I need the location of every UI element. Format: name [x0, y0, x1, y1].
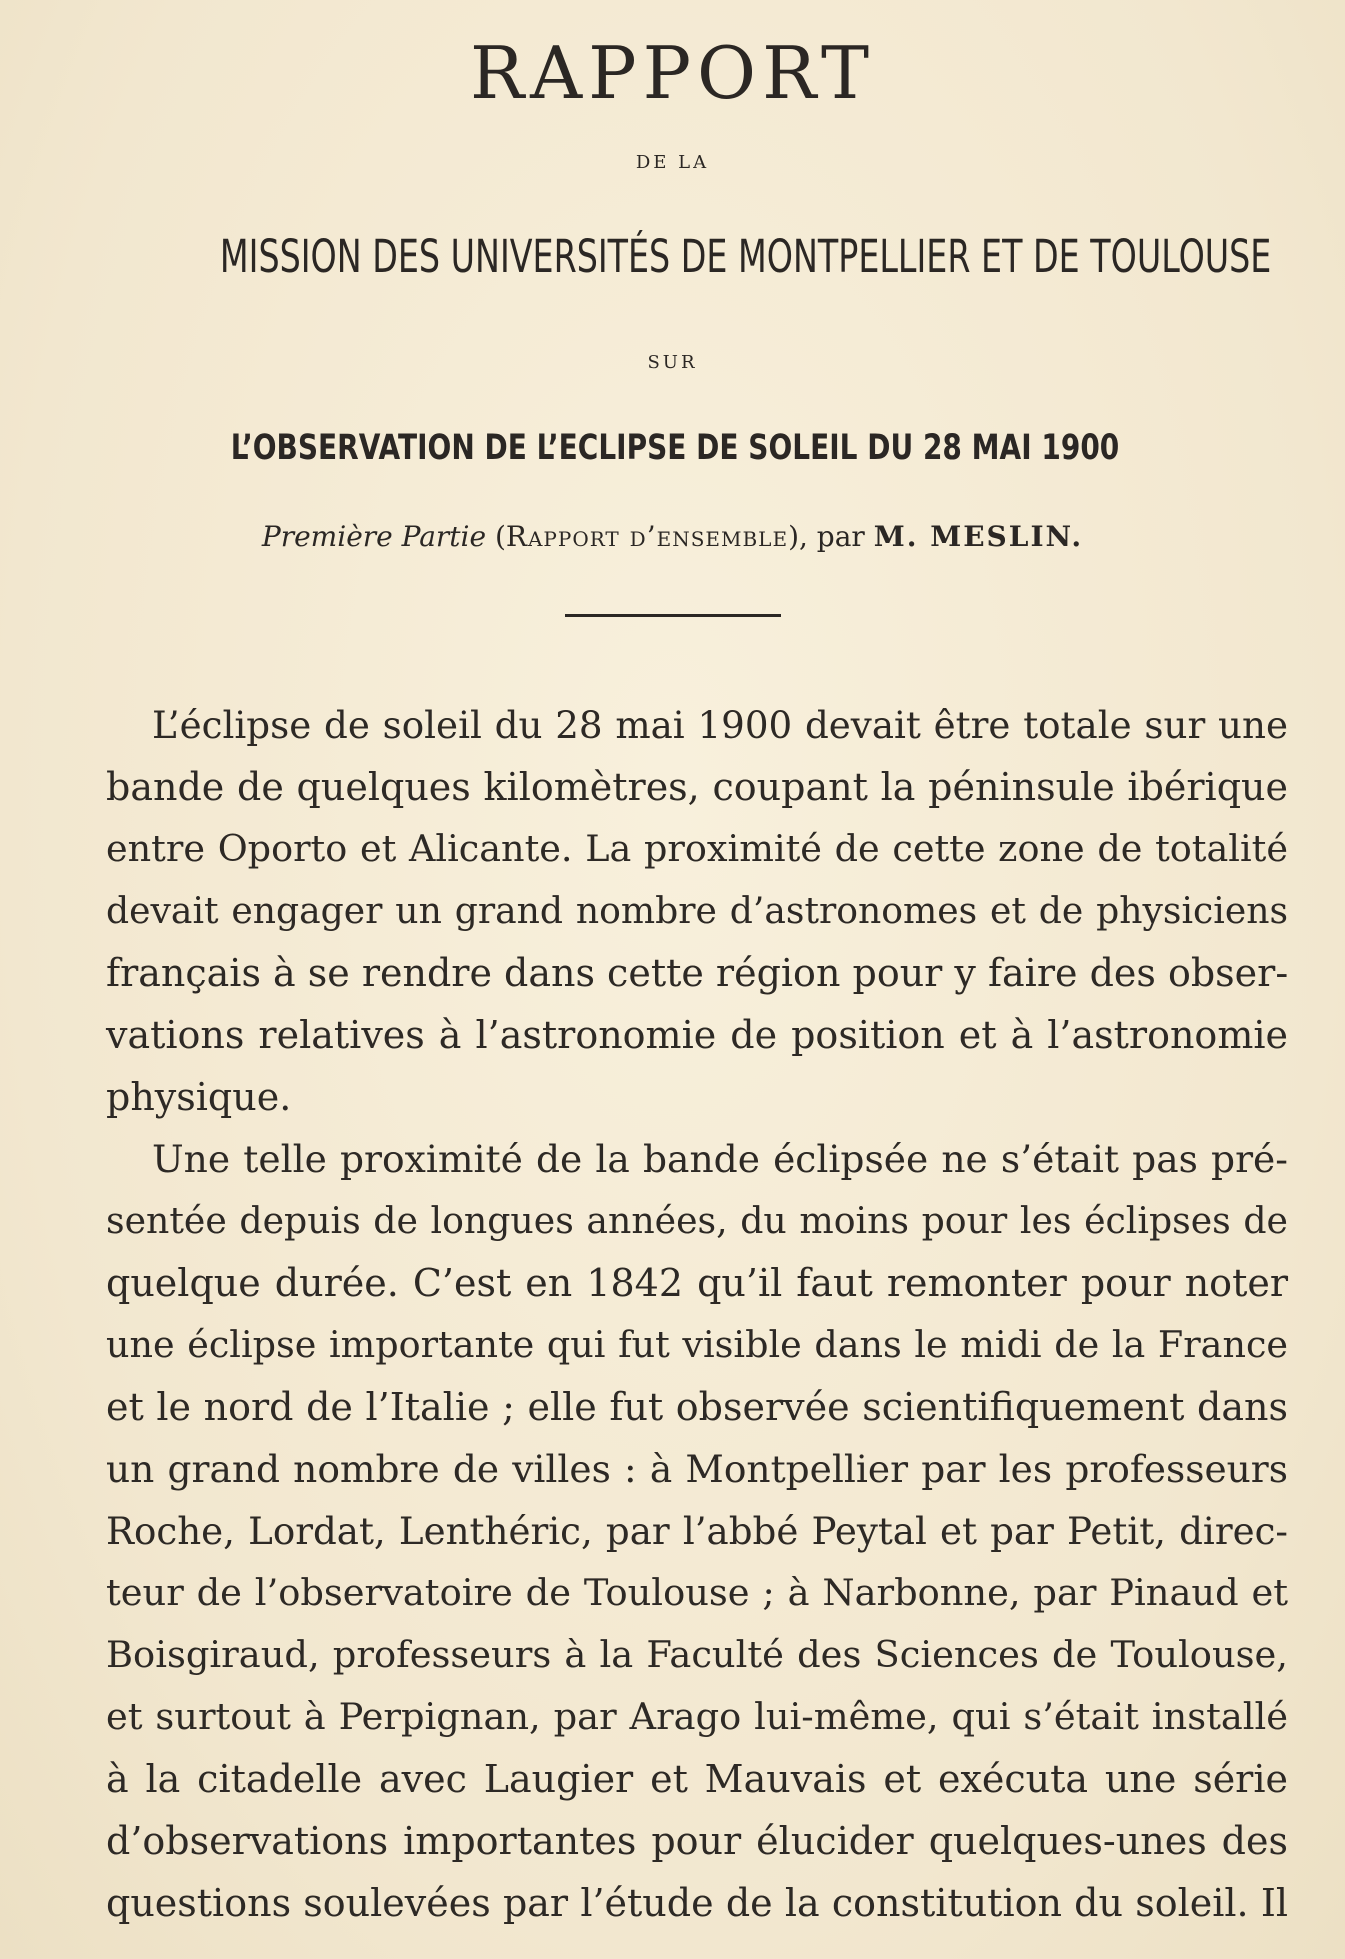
paragraph-2	[60, 1128, 1288, 1934]
text-line: vations relatives à l’astronomie de position et à l’astronomie	[106, 1013, 1288, 1057]
byline-author: M. MESLIN.	[873, 520, 1084, 553]
document-title: RAPPORT	[469, 31, 876, 115]
byline	[0, 518, 1345, 556]
byline-report-type: Rapport d’ensemble	[505, 520, 789, 553]
text-line: une éclipse importante qui fut visible dans le midi de la France	[106, 1323, 1288, 1366]
text-line: physique.	[106, 1075, 292, 1119]
text-line: d’observations importantes pour élucider quelques-unes des	[106, 1819, 1288, 1863]
text-line: teur de l’observatoire de Toulouse ; à Narbonne, par Pinaud et	[106, 1571, 1288, 1614]
text-line: quelque durée. C’est en 1842 qu’il faut remonter pour noter	[106, 1261, 1288, 1305]
text-line: et le nord de l’Italie ; elle fut observée scientifiquement dans	[106, 1385, 1288, 1429]
text-line: Boisgiraud, professeurs à la Faculté des Sciences de Toulouse,	[106, 1633, 1288, 1676]
connector-de-la: DE LA	[635, 152, 710, 173]
byline-open-paren: (	[486, 520, 506, 553]
text-line: sentée depuis de longues années, du moins pour les éclipses de	[106, 1199, 1288, 1242]
text-line: devait engager un grand nombre d’astronomes et de physiciens	[106, 889, 1288, 932]
connector-sur: SUR	[647, 352, 698, 373]
text-line: L’éclipse de soleil du 28 mai 1900 devait être totale sur une	[152, 703, 1288, 747]
text-line: bande de quelques kilomètres, coupant la péninsule ibérique	[106, 765, 1288, 809]
mission-heading: MISSION DES UNIVERSITÉS DE MONTPELLIER ET DE TOULOUSE	[219, 230, 1272, 283]
text-line: Une telle proximité de la bande éclipsée ne s’était pas pré-	[152, 1137, 1288, 1181]
byline-part: Première Partie	[261, 520, 487, 553]
text-line: entre Oporto et Alicante. La proximité de cette zone de totalité	[106, 827, 1288, 870]
text-line: et surtout à Perpignan, par Arago lui-même, qui s’était installé	[106, 1695, 1288, 1738]
observation-heading: L’OBSERVATION DE L’ECLIPSE DE SOLEIL DU 28 MAI 1900	[230, 428, 1120, 468]
paragraph-1	[60, 694, 1288, 1128]
body-text	[60, 694, 1288, 1934]
text-line: un grand nombre de villes : à Montpellier par les professeurs	[106, 1447, 1288, 1491]
text-line: français à se rendre dans cette région pour y faire des obser-	[106, 951, 1289, 995]
text-line: à la citadelle avec Laugier et Mauvais et exécuta une série	[106, 1757, 1288, 1801]
text-line: Roche, Lordat, Lenthéric, par l’abbé Peytal et par Petit, direc-	[106, 1509, 1288, 1553]
byline-close-paren: ), par	[788, 520, 874, 553]
text-line: questions soulevées par l’étude de la constitution du soleil. Il	[106, 1881, 1288, 1925]
separator-rule	[565, 614, 781, 617]
